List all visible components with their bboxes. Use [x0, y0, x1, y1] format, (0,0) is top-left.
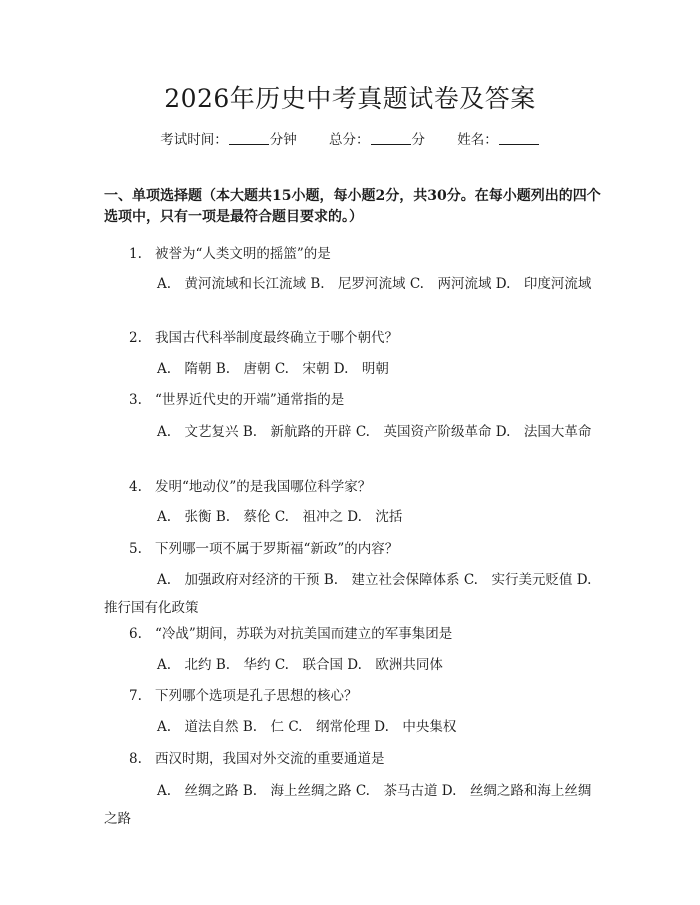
- question-stem: [104, 240, 600, 268]
- question-number: 1.: [129, 246, 142, 262]
- question-text: “冷战”期间，苏联为对抗美国而建立的军事集团是: [155, 626, 453, 642]
- question-number: 8.: [129, 751, 142, 767]
- exam-time-unit: 分钟: [269, 132, 297, 148]
- section-heading: 一、单项选择题（本大题共15小题，每小题2分，共30分。在每小题列出的四个选项中，只有一项是最符合题目要求的。）: [104, 188, 601, 225]
- question-stem: [104, 745, 600, 773]
- exam-info-line: [0, 130, 700, 150]
- exam-time-label: 考试时间：: [160, 132, 228, 148]
- question-number: 3.: [129, 392, 142, 408]
- total-score-field: [329, 130, 425, 150]
- question-text: “世界近代史的开端”通常指的是: [155, 392, 345, 408]
- question-number: 4.: [129, 479, 142, 495]
- question-options: A. 道法自然 B. 仁 C. 纲常伦理 D. 中央集权: [157, 719, 457, 735]
- exam-time-field: [160, 130, 297, 150]
- name-label: 姓名：: [457, 132, 498, 148]
- question-number: 7.: [129, 688, 142, 704]
- question-stem: [104, 324, 600, 352]
- question-stem: [104, 386, 600, 414]
- question-options: A. 张衡 B. 蔡伦 C. 祖冲之 D. 沈括: [157, 509, 403, 525]
- question-text: 下列哪个选项是孔子思想的核心？: [155, 688, 358, 704]
- question-text: 被誉为“人类文明的摇篮”的是: [155, 246, 331, 262]
- total-score-blank: [371, 130, 411, 145]
- question-stem: [104, 682, 600, 710]
- question-options: A. 北约 B. 华约 C. 联合国 D. 欧洲共同体: [157, 657, 443, 673]
- question-number: 6.: [129, 626, 142, 642]
- question-options: A. 黄河流域和长江流域 B. 尼罗河流域 C. 两河流域 D. 印度河流域: [157, 276, 592, 292]
- question-text: 下列哪一项不属于罗斯福“新政”的内容？: [155, 541, 399, 557]
- exam-time-blank: [229, 130, 269, 145]
- question-text: 发明“地动仪”的是我国哪位科学家？: [155, 479, 372, 495]
- question-text: 西汉时期，我国对外交流的重要通道是: [155, 751, 385, 767]
- question-options: A. 隋朝 B. 唐朝 C. 宋朝 D. 明朝: [157, 361, 389, 377]
- page-title: 2026年历史中考真题试卷及答案: [164, 84, 536, 113]
- question-stem: [104, 535, 600, 563]
- name-field: [457, 130, 540, 150]
- question-options: A. 文艺复兴 B. 新航路的开辟 C. 英国资产阶级革命 D. 法国大革命: [157, 424, 592, 440]
- question-stem: [104, 473, 600, 501]
- total-score-label: 总分：: [329, 132, 370, 148]
- question-stem: [104, 620, 600, 648]
- question-text: 我国古代科举制度最终确立于哪个朝代？: [155, 330, 398, 346]
- question-options: A. 丝绸之路 B. 海上丝绸之路 C. 茶马古道 D. 丝绸之路和海上丝绸之路: [104, 783, 592, 827]
- question-options: A. 加强政府对经济的干预 B. 建立社会保障体系 C. 实行美元贬值 D. 推行国有化政策: [104, 572, 605, 616]
- question-number: 5.: [129, 541, 142, 557]
- name-blank: [499, 130, 539, 145]
- total-score-unit: 分: [411, 132, 425, 148]
- question-number: 2.: [129, 330, 142, 346]
